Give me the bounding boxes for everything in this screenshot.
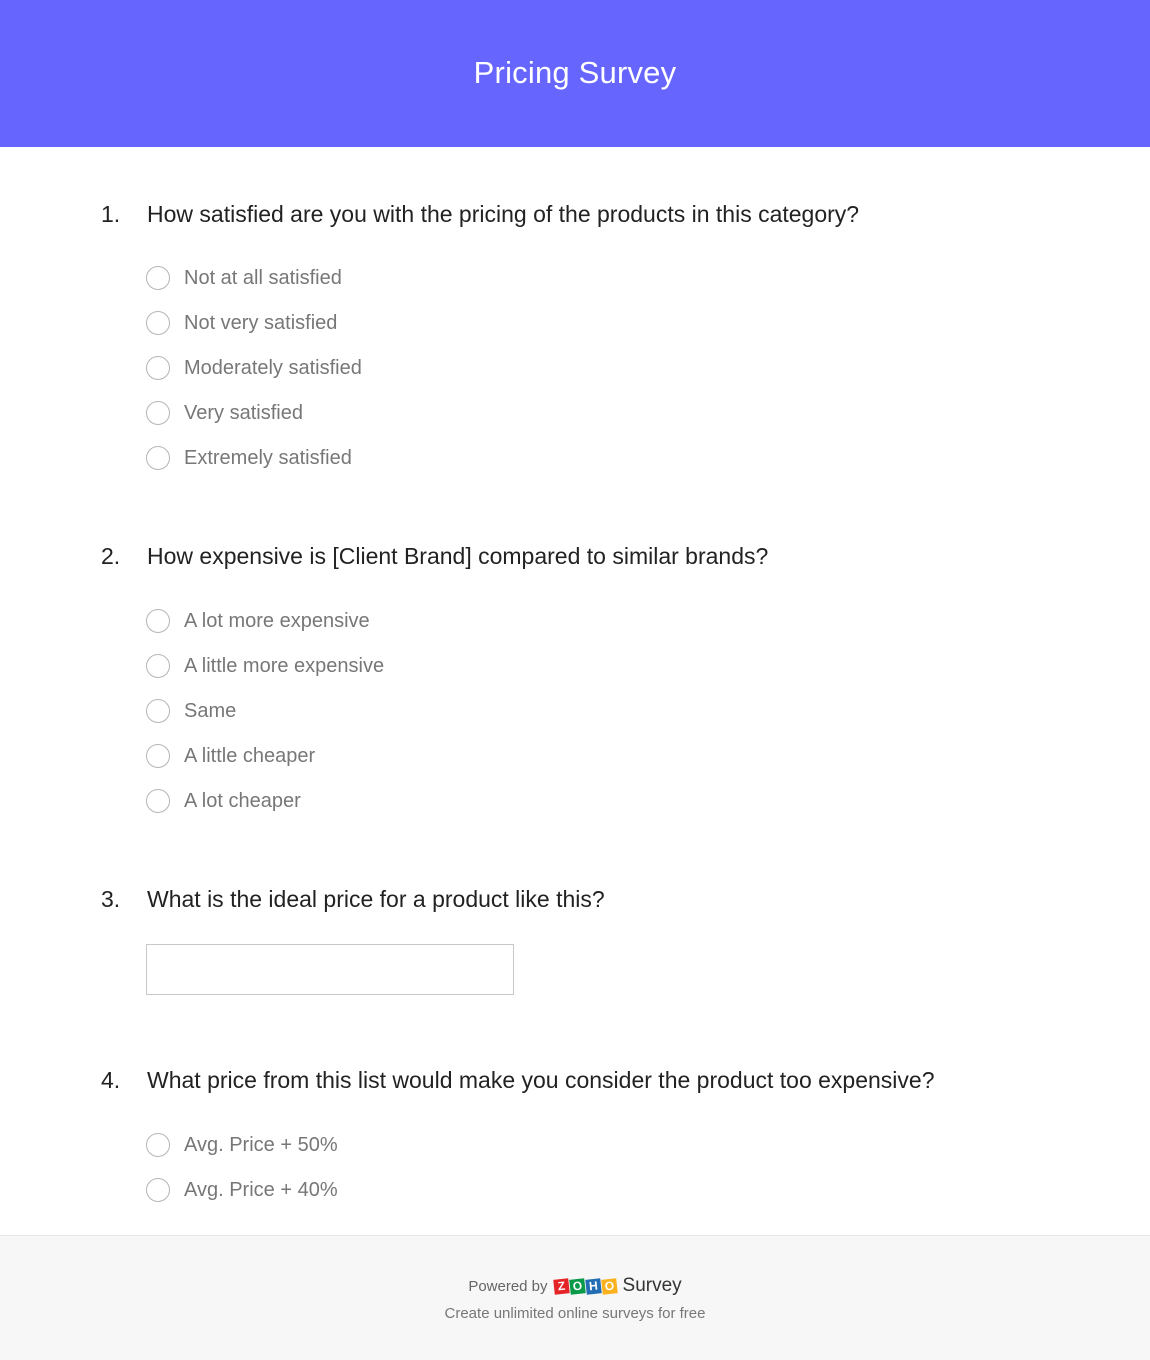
- radio-button[interactable]: [146, 356, 170, 380]
- powered-by-row[interactable]: [0, 1275, 1150, 1297]
- radio-button[interactable]: [146, 744, 170, 768]
- radio-button[interactable]: [146, 699, 170, 723]
- radio-button[interactable]: [146, 609, 170, 633]
- radio-button[interactable]: [146, 789, 170, 813]
- radio-option-a-lot-more-expensive[interactable]: [146, 607, 370, 635]
- option-label: Very satisfied: [184, 401, 303, 424]
- zoho-letter-o-2: O: [601, 1278, 617, 1294]
- option-label: Moderately satisfied: [184, 356, 362, 379]
- question-number: 4.: [101, 1067, 121, 1093]
- zoho-letter-h: H: [585, 1278, 601, 1294]
- survey-footer: [0, 1235, 1150, 1360]
- option-label: Avg. Price + 40%: [184, 1178, 338, 1201]
- option-label: A little cheaper: [184, 744, 316, 767]
- ideal-price-input[interactable]: [146, 944, 514, 995]
- radio-option-not-very-satisfied[interactable]: [146, 309, 337, 337]
- option-label: Same: [184, 699, 237, 722]
- radio-option-extremely-satisfied[interactable]: [146, 444, 352, 472]
- radio-option-a-little-cheaper[interactable]: [146, 742, 315, 770]
- radio-button[interactable]: [146, 1133, 170, 1157]
- zoho-letter-z: Z: [553, 1278, 569, 1294]
- survey-header: [0, 0, 1150, 147]
- zoho-logo-icon: [554, 1279, 618, 1294]
- footer-tagline: Create unlimited online surveys for free: [444, 1305, 706, 1322]
- option-label: A little more expensive: [184, 654, 385, 677]
- radio-button[interactable]: [146, 401, 170, 425]
- powered-by-text: Powered by: [468, 1277, 548, 1295]
- survey-title: Pricing Survey: [473, 55, 677, 90]
- radio-option-moderately-satisfied[interactable]: [146, 354, 362, 382]
- radio-option-not-at-all-satisfied[interactable]: [146, 264, 342, 292]
- radio-button[interactable]: [146, 446, 170, 470]
- question-text: What is the ideal price for a product like this?: [147, 886, 605, 912]
- radio-option-a-lot-cheaper[interactable]: [146, 787, 301, 815]
- radio-option-very-satisfied[interactable]: [146, 399, 303, 427]
- option-label: Not at all satisfied: [184, 266, 342, 289]
- zoho-letter-o: O: [569, 1278, 585, 1294]
- option-label: Not very satisfied: [184, 311, 338, 334]
- zoho-survey-word: Survey: [622, 1275, 682, 1296]
- radio-button[interactable]: [146, 266, 170, 290]
- question-text: How expensive is [Client Brand] compared to similar brands?: [147, 543, 769, 569]
- option-label: Avg. Price + 50%: [184, 1133, 338, 1156]
- option-label: A lot cheaper: [184, 789, 301, 812]
- question-number: 3.: [101, 886, 121, 912]
- option-label: Extremely satisfied: [184, 446, 352, 469]
- radio-button[interactable]: [146, 654, 170, 678]
- question-number: 2.: [101, 543, 121, 569]
- radio-option-avg-price-plus-50[interactable]: [146, 1131, 338, 1159]
- radio-option-a-little-more-expensive[interactable]: [146, 652, 384, 680]
- radio-option-same[interactable]: [146, 697, 236, 725]
- radio-button[interactable]: [146, 311, 170, 335]
- question-text: How satisfied are you with the pricing of the products in this category?: [147, 201, 860, 227]
- radio-option-avg-price-plus-40[interactable]: [146, 1176, 338, 1204]
- question-text: What price from this list would make you consider the product too expensive?: [147, 1067, 935, 1093]
- radio-button[interactable]: [146, 1178, 170, 1202]
- option-label: A lot more expensive: [184, 609, 370, 632]
- question-number: 1.: [101, 201, 121, 227]
